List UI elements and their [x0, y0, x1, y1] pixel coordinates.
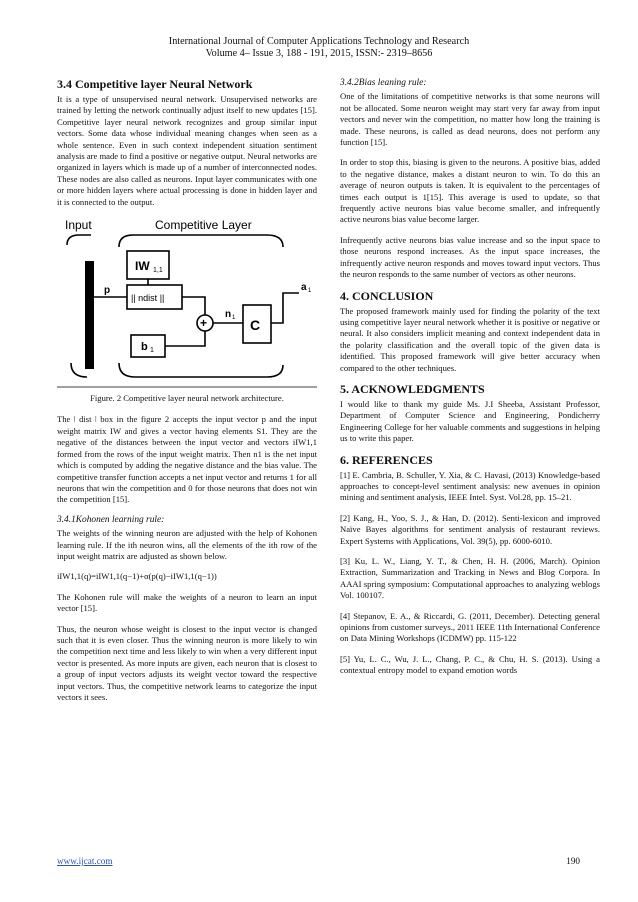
fig-out-line: [271, 293, 299, 323]
acknowledgments-paragraph: I would like to thank my guide Ms. J.I Sheeba, Assistant Professor, Department of Computer Science and Engineering, Pondicherry Engineering College for her valuable comments and suggestions in helping us to write this paper.: [340, 398, 600, 444]
reference-item: [4] Stepanov, E. A., & Riccardi, G. (2011, December). Detecting general opinions from customer surveys., 2011 IEEE 11th International Conference on Data Mining Workshops (ICDMW) pp. 115-122: [340, 610, 600, 644]
kohonen-formula: iIW1,1(q)=iIW1,1(q−1)+α(p(q)−iIW1,1(q−1)): [57, 571, 217, 582]
bias-paragraph-2: In order to stop this, biasing is given to the neurons. A positive bias, added to the negative distance, makes a distant neuron to win. To do this an average of neuron outputs is taken. It is equivalent to the percentages of times each output is 1[15]. This average is used to update, so that frequently active neurons bias value become smaller, and infrequently active neurons bias value become larger.: [340, 157, 600, 225]
fig-iw-label: IW: [135, 259, 150, 274]
bias-paragraph-3: Infrequently active neurons bias value increase and so the input space to those neurons respond increases. As the input space increases, the infrequently active neuron responds and moves toward input vectors. Thus the neuron responds to the same number of vectors as other neurons.: [340, 234, 600, 280]
section-4-title: 4. CONCLUSION: [340, 288, 434, 303]
figure-caption: Figure. 2 Competitive layer neural network architecture.: [90, 393, 284, 404]
fig-input-label: Input: [65, 218, 92, 233]
fig-a-label: a: [301, 282, 307, 294]
reference-item: [3] Ku, L. W., Liang, Y. T., & Chen, H. H. (2006, March). Opinion Extraction, Summarization and Tracking in News and Blog Corpora. In AAAI spring symposium: Computational approaches to analyzing weblogs Vol. 100107.: [340, 556, 600, 601]
kohonen-paragraph: The weights of the winning neuron are adjusted with the help of Kohonen learning rule. If the ith neuron wins, all the elements of the ith row of the input weight matrix are adjusted as shown below.: [57, 528, 317, 561]
fig-ndist-label: || ndist ||: [131, 293, 165, 304]
fig-bottom-bracket-left: [71, 363, 87, 377]
reference-item: [2] Kang, H., Yoo, S. J., & Han, D. (2012). Senti-lexicon and improved Naïve Bayes algorithms for sentiment analysis of restaurant reviews. Expert Systems with Applications, Vol. 39(5), pp. 6000-6010.: [340, 512, 600, 546]
header-line-2: Volume 4– Issue 3, 188 - 191, 2015, ISSN:- 2319–8656: [205, 48, 433, 59]
left-column: [57, 78, 317, 712]
fig-plus-label: +: [200, 316, 208, 331]
reference-item: [5] Yu, L. C., Wu, J. L., Chang, P. C., & Chu, H. S. (2013). Using a contextual entropy model to expand emotion words: [340, 653, 600, 676]
fig-a-sub: 1: [308, 288, 312, 295]
fig-n-sub: 1: [232, 315, 236, 322]
section-5-title: 5. ACKNOWLEDGMENTS: [340, 381, 485, 396]
fig-iw-sub: 1,1: [153, 267, 163, 275]
fig-c-label: C: [250, 317, 261, 334]
section-3-4-title: 3.4 Competitive layer Neural Network: [57, 77, 253, 91]
fig-layer-label: Competitive Layer: [155, 218, 252, 233]
fig-layer-bracket: [119, 235, 283, 247]
kohonen-rule-paragraph: The Kohonen rule will make the weights of a neuron to learn an input vector [15].: [57, 591, 317, 614]
fig-dist-line: [182, 297, 205, 315]
fig-bottom-bracket-right: [119, 363, 283, 377]
fig-bias-box: [131, 335, 165, 357]
section-3-4-1-title: 3.4.1Kohonen learning rule:: [57, 514, 165, 525]
right-column: [340, 78, 600, 686]
section-3-4-2-title: 3.4.2Bias leaning rule:: [340, 78, 427, 88]
page-number: 190: [566, 856, 580, 866]
journal-header: [0, 36, 638, 60]
conclusion-paragraph: The proposed framework mainly used for finding the polarity of the text using competitive layer neural network whether it is positive or negative or neural. It also considers implicit meaning and context independent data in the polarity classification and the overall topic of the given data is identified. This proposed framework will give better accuracy when compared to the other techniques.: [340, 305, 600, 373]
section-6-title: 6. REFERENCES: [340, 452, 433, 467]
fig-input-bar: [85, 261, 94, 369]
bias-paragraph-1: One of the limitations of competitive networks is that some neurons will not be allocated. Some neuron weight may start very far away from input vectors and never win the competition, no matter how long the training is made. These neurons, is called as dead neurons, does not perform any function [15].: [340, 91, 600, 148]
fig-n-label: n: [225, 309, 232, 321]
fig-b-label: b: [141, 341, 148, 354]
fig-input-bracket: [67, 235, 91, 245]
figure-description-paragraph: The ǀ dist ǀ box in the figure 2 accepts the input vector p and the input weight matrix IW and gives a vector having elements S1. They are the negative of the distances between the input vector and vectors iIW1,1 formed from the rows of the input weight matrix. Then n1 is the net input which is computed by adding the negative distance and the bias value. The competitive transfer function accepts a net input vector and returns 1 for all neurons that win the competition and 0 for those neurons that does not win the competition [15].: [57, 414, 317, 505]
journal-url-link[interactable]: www.ijcat.com: [57, 856, 113, 866]
network-diagram: [57, 217, 317, 389]
fig-p-label: p: [104, 285, 111, 297]
section-3-4-paragraph: It is a type of unsupervised neural network. Unsupervised networks are trained by letting the network continually adjust itself to new updates [15]. Competitive layer neural network recognizes and group similar input vectors. Some data whose individual meaning changes when seen as a whole sentence. Even in such context independent situation sentiment analysis are made to find a positive or negative output. Neural networks are organized in layers which is made up of a number of interconnected nodes. These nodes are also called as neurons. Input layer communicates with one or more hidden layers where actual processing is done in hidden layer and it is connected to the output.: [57, 94, 317, 207]
header-line-1: International Journal of Computer Applications Technology and Research: [168, 36, 470, 47]
fig-bias-line: [165, 331, 205, 346]
figure-2: [57, 217, 317, 389]
reference-item: [1] E. Cambria, B. Schuller, Y. Xia, & C. Havasi, (2013) Knowledge-based approaches to concept-level sentiment analysis: new avenues in opinion mining and sentiment analysis, IEEE Intel. Syst. Vol.28, pp. 15–21.: [340, 469, 600, 503]
winning-neuron-paragraph: Thus, the neuron whose weight is closest to the input vector is changed such that it is even closer. Thus the winning neuron is more likely to win the competition next time and less likely to win when a very different input vector is presented. As more inputs are given, each neuron that is closest to a group of input vectors adjusts its weight vector toward the respective input vectors. Thus, the competitive network learns to categorize the input vectors it sees.: [57, 623, 317, 702]
fig-b-sub: 1: [150, 347, 154, 355]
